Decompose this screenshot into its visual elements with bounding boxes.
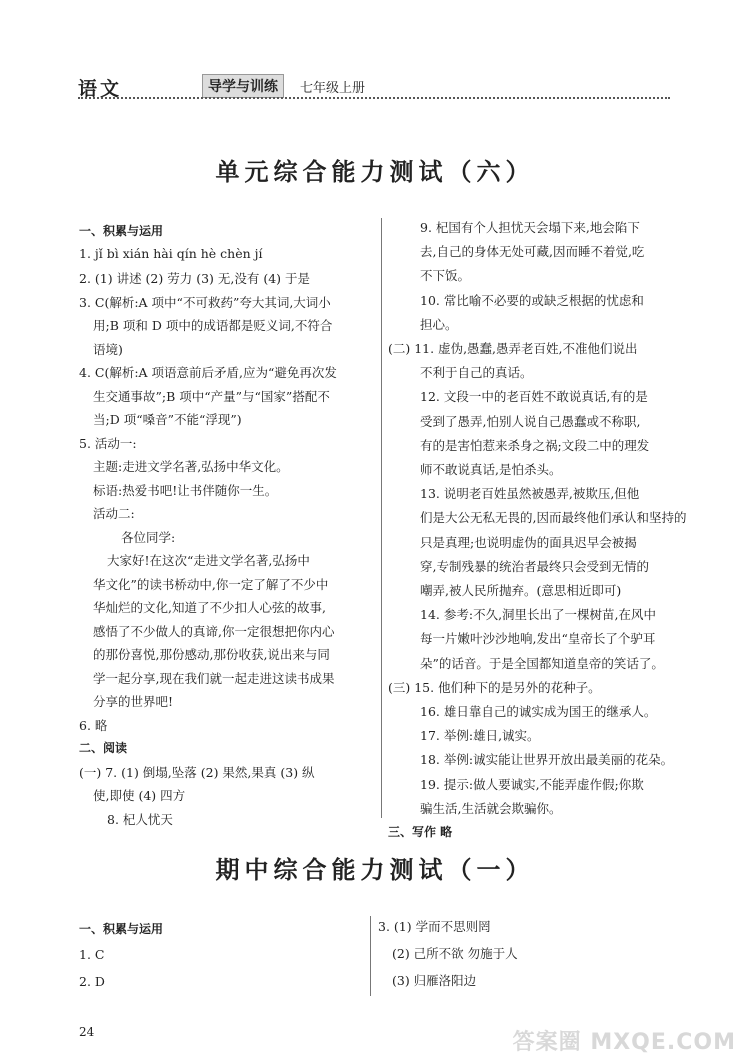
answer-line: 12. 文段一中的老百姓不敢说真话,有的是 [420,389,648,405]
answer-line: 骗生活,生活就会欺骗你。 [420,800,562,816]
test2-title: 期中综合能力测试（一） [215,856,535,884]
answer-line: (三) 15. 他们种下的是另外的花种子。 [388,679,601,695]
answer-line: 8. 杞人忧天 [107,811,173,827]
answer-line: 6. 略 [79,717,108,733]
answer-line: 三、写作 略 [388,825,453,839]
column-divider [381,218,382,818]
answer-line: 去,自己的身体无处可藏,因而睡不着觉,吃 [420,244,645,260]
answer-line: (3) 归雁洛阳边 [392,973,477,988]
answer-line: 5. 活动一: [79,435,137,451]
answer-line: 有的是害怕惹来杀身之祸;文段二中的理发 [420,437,650,453]
answer-line: 一、积累与运用 [79,922,164,936]
answer-line: 不利于自己的真话。 [420,365,533,381]
answer-line: 18. 举例:诚实能让世界开放出最美丽的花朵。 [420,752,674,768]
column-divider-2 [370,916,371,996]
watermark-logo: 答案圈 MXQE.COM [512,1030,736,1055]
test1-title: 单元综合能力测试（六） [215,158,535,186]
answer-line: 4. C(解析:A 项语意前后矛盾,应为“避免再次发 [79,365,337,380]
answer-line: 当;D 项“嗓音”不能“浮现”) [93,412,242,427]
answer-line: 语境) [93,341,123,357]
grade-label: 七年级上册 [300,81,366,96]
answer-line: 感悟了不少做人的真谛,你一定很想把你内心 [93,623,335,639]
answer-line: 13. 说明老百姓虽然被愚弄,被欺压,但他 [420,486,640,502]
answer-line: 只是真理;也说明虚伪的面具迟早会被揭 [420,534,637,550]
header-rule [78,97,670,99]
answer-line: 一、积累与运用 [79,224,164,238]
answer-line: 主题:走进文学名著,弘扬中华文化。 [93,459,289,474]
answer-line: 2. D [79,974,105,989]
answer-line: 每一片嫩叶沙沙地响,发出“皇帝长了个驴耳 [420,631,656,647]
answer-line: 19. 提示:做人要诚实,不能弄虚作假;你欺 [420,776,644,792]
answer-line: 9. 杞国有个人担忧天会塌下来,地会陷下 [420,220,640,235]
answer-line: (2) 己所不欲 勿施于人 [392,946,518,961]
answer-line: 10. 常比喻不必要的或缺乏根据的忧虑和 [420,292,644,308]
answer-line: 2. (1) 讲述 (2) 劳力 (3) 无,没有 (4) 于是 [79,271,311,286]
answer-line: 华文化”的读书桥动中,你一定了解了不少中 [93,576,329,592]
answer-line: 1. jǐ bì xián hài qín hè chèn jí [79,245,263,261]
book-title-badge: 导学与训练 [202,74,284,98]
answer-line: 大家好!在这次“走进文学名著,弘扬中 [107,553,310,568]
answer-line: 3. (1) 学而不思则罔 [378,919,491,934]
test1-left-column [79,222,369,827]
page-number: 24 [79,1025,95,1039]
answer-line: 16. 雄日靠自己的诚实成为国王的继承人。 [420,704,657,719]
running-header [78,72,670,98]
subject-label: 语文 [78,78,123,100]
answer-line: 生交通事故”;B 项中“产量”与“国家”搭配不 [93,388,330,404]
answer-line: 的那份喜悦,那份感动,那份收获,说出来与同 [93,647,330,662]
answer-line: 17. 举例:雄日,诚实。 [420,728,540,744]
answer-line: 们是大公无私无畏的,因而最终他们承认和坚持的 [420,510,687,526]
answer-line: 穿,专制残暴的统治者最终只会受到无情的 [420,558,649,574]
test2-left-column [79,920,369,1000]
answer-line: 1. C [79,947,105,962]
answer-line: 不下饭。 [420,268,471,284]
answer-line: 标语:热爱书吧!让书伴随你一生。 [93,482,278,498]
answer-line: 各位同学: [121,529,176,545]
answer-line: 华灿烂的文化,知道了不少扣人心弦的故事, [93,600,326,615]
test2-right-column [378,917,668,997]
answer-line: 嘲弄,被人民所抛弃。(意思相近即可) [420,583,622,598]
answer-line: 朵”的话音。于是全国都知道皇帝的笑话了。 [420,655,664,671]
answer-line: 二、阅读 [79,741,128,755]
answer-line: 受到了愚弄,怕别人说自己愚蠢或不称职, [420,413,641,429]
answer-line: 14. 参考:不久,洞里长出了一棵树苗,在风中 [420,607,657,623]
answer-line: 分享的世界吧! [93,694,174,709]
answer-line: 活动二: [93,506,135,521]
answer-line: (二) 11. 虚伪,愚蠢,愚弄老百姓,不准他们说出 [388,341,638,356]
answer-line: 学一起分享,现在我们就一起走进这读书成果 [93,670,335,686]
answer-line: (一) 7. (1) 倒塌,坠落 (2) 果然,果真 (3) 纵 [79,764,315,780]
answer-line: 师不敢说真话,是怕杀头。 [420,462,562,477]
answer-line: 3. C(解析:A 项中“不可救药”夸大其词,大词小 [79,294,331,310]
answer-line: 使,即使 (4) 四方 [93,788,186,803]
answer-line: 担心。 [420,316,458,332]
test1-right-column [388,218,687,839]
answer-line: 用;B 项和 D 项中的成语都是贬义词,不符合 [93,318,333,333]
